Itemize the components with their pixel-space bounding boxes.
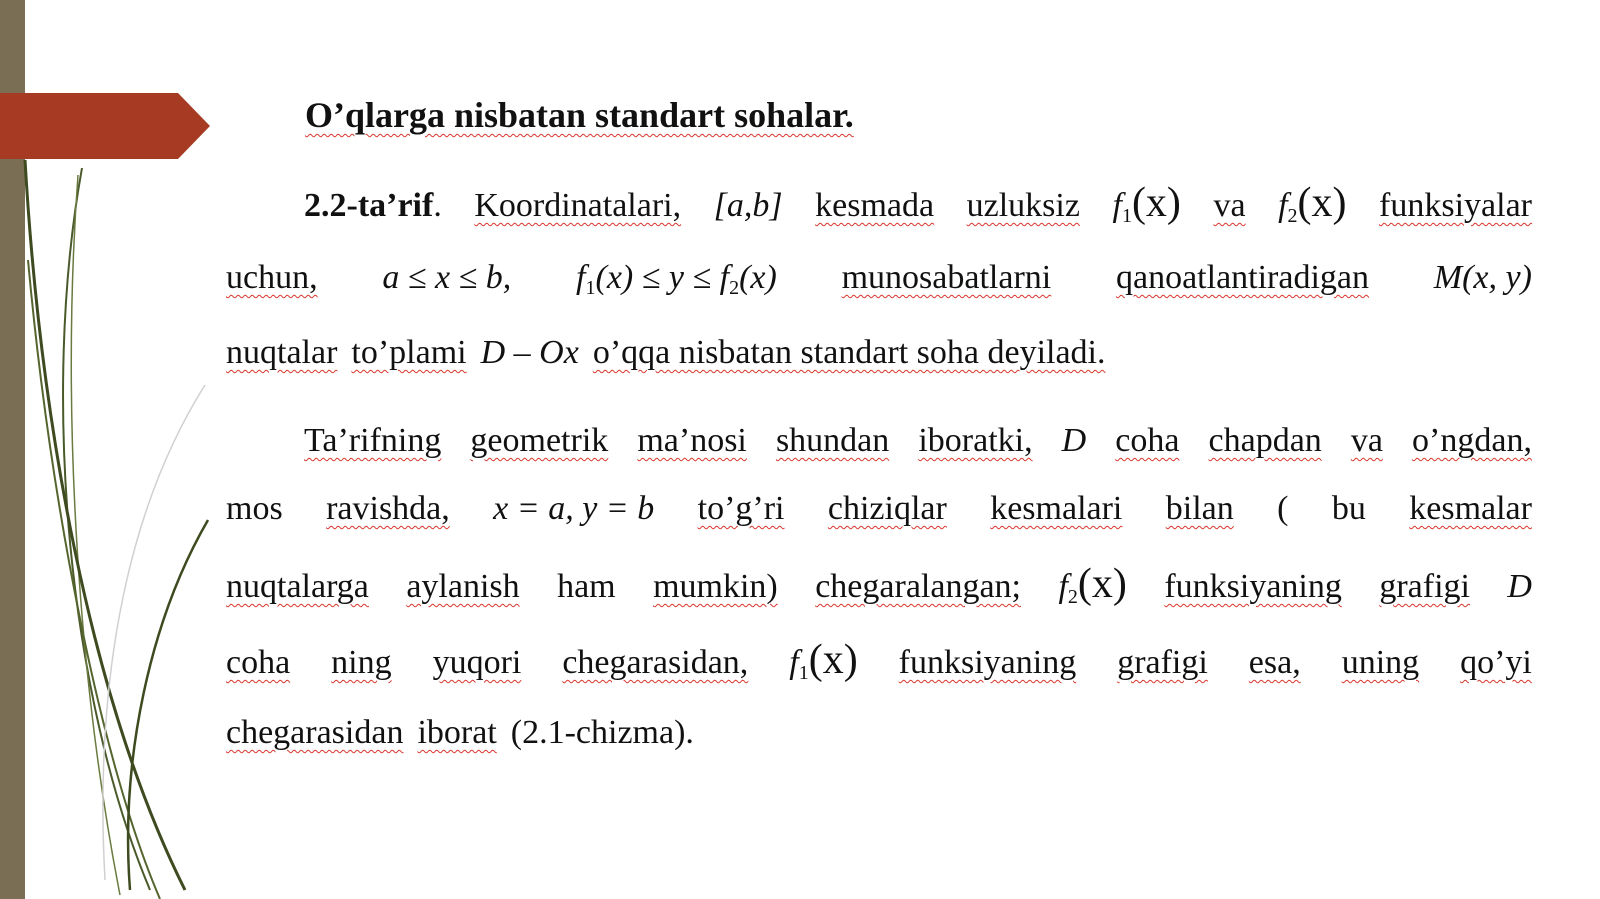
explanation-line-2: [226, 492, 1532, 526]
word: funksiyaning: [1164, 568, 1342, 605]
word: coha: [1115, 422, 1180, 459]
word: ning: [331, 644, 392, 681]
formula-inequality-y: $f_1(x) \le y \le f_2(x)$: [576, 259, 777, 299]
explanation-line-4: [226, 637, 1532, 684]
word: kesmada: [815, 187, 935, 224]
formula-f1x: $f_1(x)$: [789, 637, 858, 684]
word: bilan: [1165, 490, 1234, 527]
word: grafigi: [1117, 644, 1208, 681]
formula-d-ox: D – Ox: [480, 334, 579, 371]
word: Koordinatalari,: [474, 187, 682, 224]
word: iborat: [417, 714, 497, 751]
formula-point-m: M(x, y): [1433, 259, 1532, 296]
explanation-line-1: [304, 424, 1532, 458]
word: chapdan: [1208, 422, 1322, 459]
word: kesmalari: [990, 490, 1123, 527]
word: geometrik: [470, 422, 609, 459]
segment-ab: [a,b]: [713, 187, 783, 224]
word: va: [1213, 187, 1246, 224]
formula-f2x: $f_2(x)$: [1058, 561, 1127, 608]
word: esa,: [1248, 644, 1301, 681]
word: qanoatlantiradigan: [1116, 259, 1370, 296]
definition-line-1: 2.2-ta’rif. Koordinatalari, [a,b] kesmada uzluksiz $f_1(x)$ va $f_2(x)$ funksiyalar: [304, 180, 1532, 227]
formula-f2x: $f_2(x)$: [1278, 180, 1347, 227]
word: to’plami: [351, 334, 467, 371]
word: o’ngdan,: [1412, 422, 1532, 459]
word: nuqtalarga: [226, 568, 369, 605]
word: funksiyalar: [1379, 187, 1532, 224]
word: chiziqlar: [827, 490, 947, 527]
symbol-d: D: [1061, 422, 1087, 459]
word: mos: [226, 490, 283, 527]
word: uzluksiz: [966, 187, 1080, 224]
word: ma’nosi: [637, 422, 747, 459]
explanation-line-5: [226, 716, 1532, 750]
word: to’g’ri: [697, 490, 785, 527]
word: munosabatlarni: [841, 259, 1052, 296]
word: qo’yi: [1460, 644, 1532, 681]
word: chegarasidan: [226, 714, 404, 751]
sentence-tail: o’qqa nisbatan standart soha deyiladi.: [592, 334, 1106, 371]
word: uchun,: [226, 259, 318, 296]
formula-f1x: $f_1(x)$: [1112, 180, 1181, 227]
word: coha: [226, 644, 291, 681]
word: mumkin): [653, 568, 778, 605]
word: Ta’rifning: [304, 422, 442, 459]
word: uning: [1341, 644, 1420, 681]
definition-line-2: [226, 259, 1532, 299]
word: kesmalar: [1409, 490, 1532, 527]
symbol-d: D: [1507, 568, 1532, 605]
slide-title: O’qlarga nisbatan standart sohalar.: [305, 95, 854, 135]
paren: (: [1277, 490, 1289, 527]
word: va: [1350, 422, 1383, 459]
explanation-line-3: [226, 561, 1532, 608]
word: bu: [1331, 490, 1366, 527]
word: aylanish: [406, 568, 520, 605]
formula-bounds: x = a, y = b: [493, 490, 655, 527]
word: yuqori: [432, 644, 522, 681]
word: shundan: [775, 422, 890, 459]
formula-inequality-x: a ≤ x ≤ b,: [382, 259, 512, 296]
figure-reference: (2.1-chizma).: [510, 714, 694, 751]
definition-line-3: [226, 336, 1532, 370]
title-ribbon: [0, 93, 210, 159]
word: nuqtalar: [226, 334, 338, 371]
word: ravishda,: [326, 490, 450, 527]
word: iboratki,: [918, 422, 1033, 459]
word: grafigi: [1379, 568, 1470, 605]
word: chegarasidan,: [562, 644, 749, 681]
definition-label: 2.2-ta’rif: [304, 187, 434, 224]
word: chegaralangan;: [815, 568, 1021, 605]
word: funksiyaning: [898, 644, 1077, 681]
word: ham: [557, 568, 616, 605]
